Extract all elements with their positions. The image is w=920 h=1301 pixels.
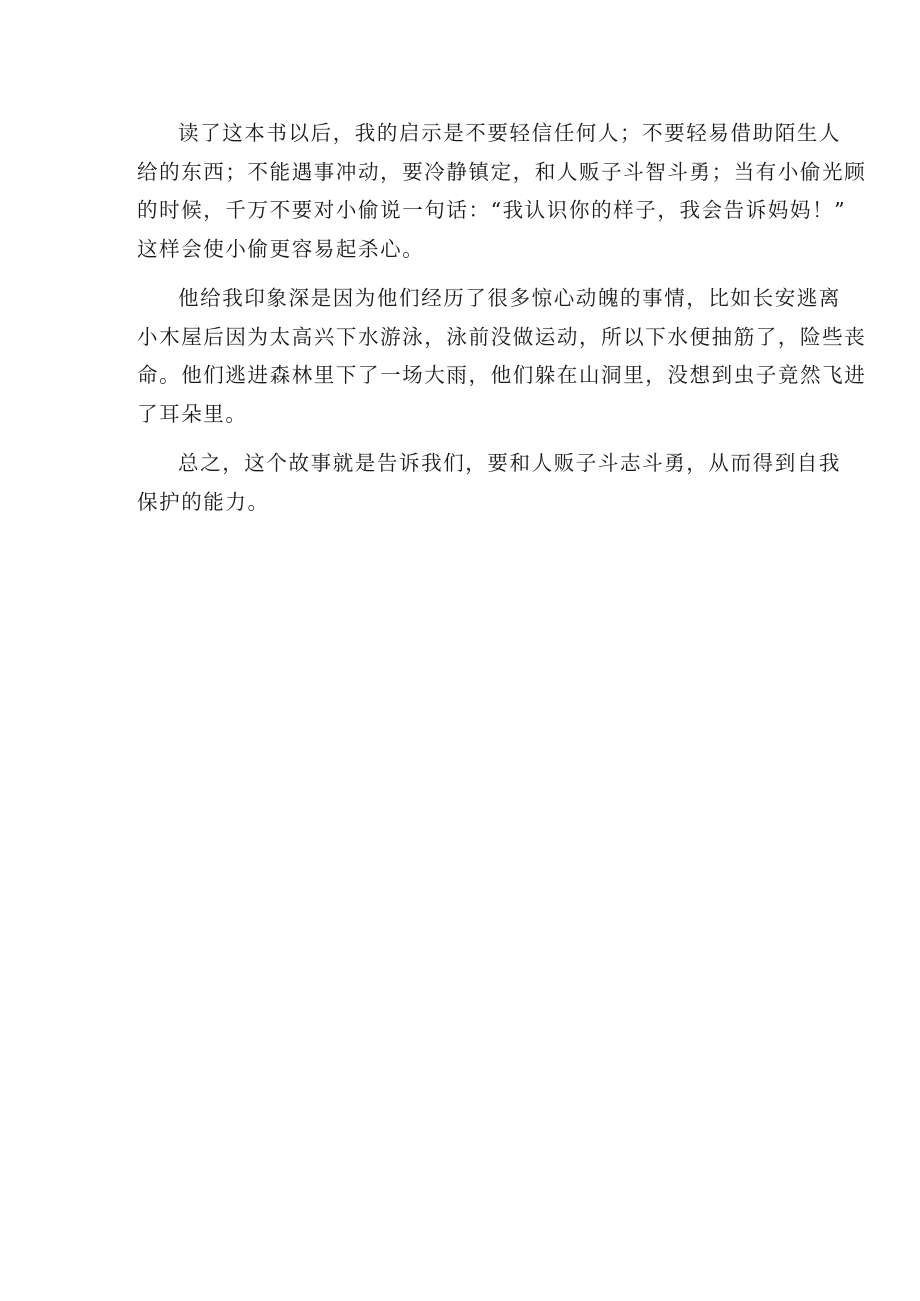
paragraph-line: 了耳朵里。 [137, 401, 248, 426]
paragraph-line: 给的东西；不能遇事冲动，要冷静镇定，和人贩子斗智斗勇；当有小偷光顾 [137, 159, 867, 184]
paragraph-line: 保护的能力。 [137, 489, 270, 514]
paragraph-3 [137, 444, 841, 521]
paragraph-line: 小木屋后因为太高兴下水游泳，泳前没做运动，所以下水便抽筋了，险些丧 [137, 324, 867, 349]
paragraph-line: 读了这本书以后，我的启示是不要轻信任何人；不要轻易借助陌生人 [178, 121, 841, 145]
paragraph-line: 他给我印象深是因为他们经历了很多惊心动魄的事情，比如长安逃离 [178, 286, 841, 310]
paragraph-1 [137, 114, 867, 268]
paragraph-2 [137, 279, 867, 433]
document-body [137, 114, 867, 532]
paragraph-line: 这样会使小偷更容易起杀心。 [137, 236, 425, 261]
paragraph-line: 命。他们逃进森林里下了一场大雨，他们躲在山洞里，没想到虫子竟然飞进 [137, 363, 867, 387]
paragraph-line: 的时候，千万不要对小偷说一句话：“我认识你的样子，我会告诉妈妈！” [137, 198, 847, 222]
paragraph-line: 总之，这个故事就是告诉我们，要和人贩子斗志斗勇，从而得到自我 [178, 451, 841, 475]
